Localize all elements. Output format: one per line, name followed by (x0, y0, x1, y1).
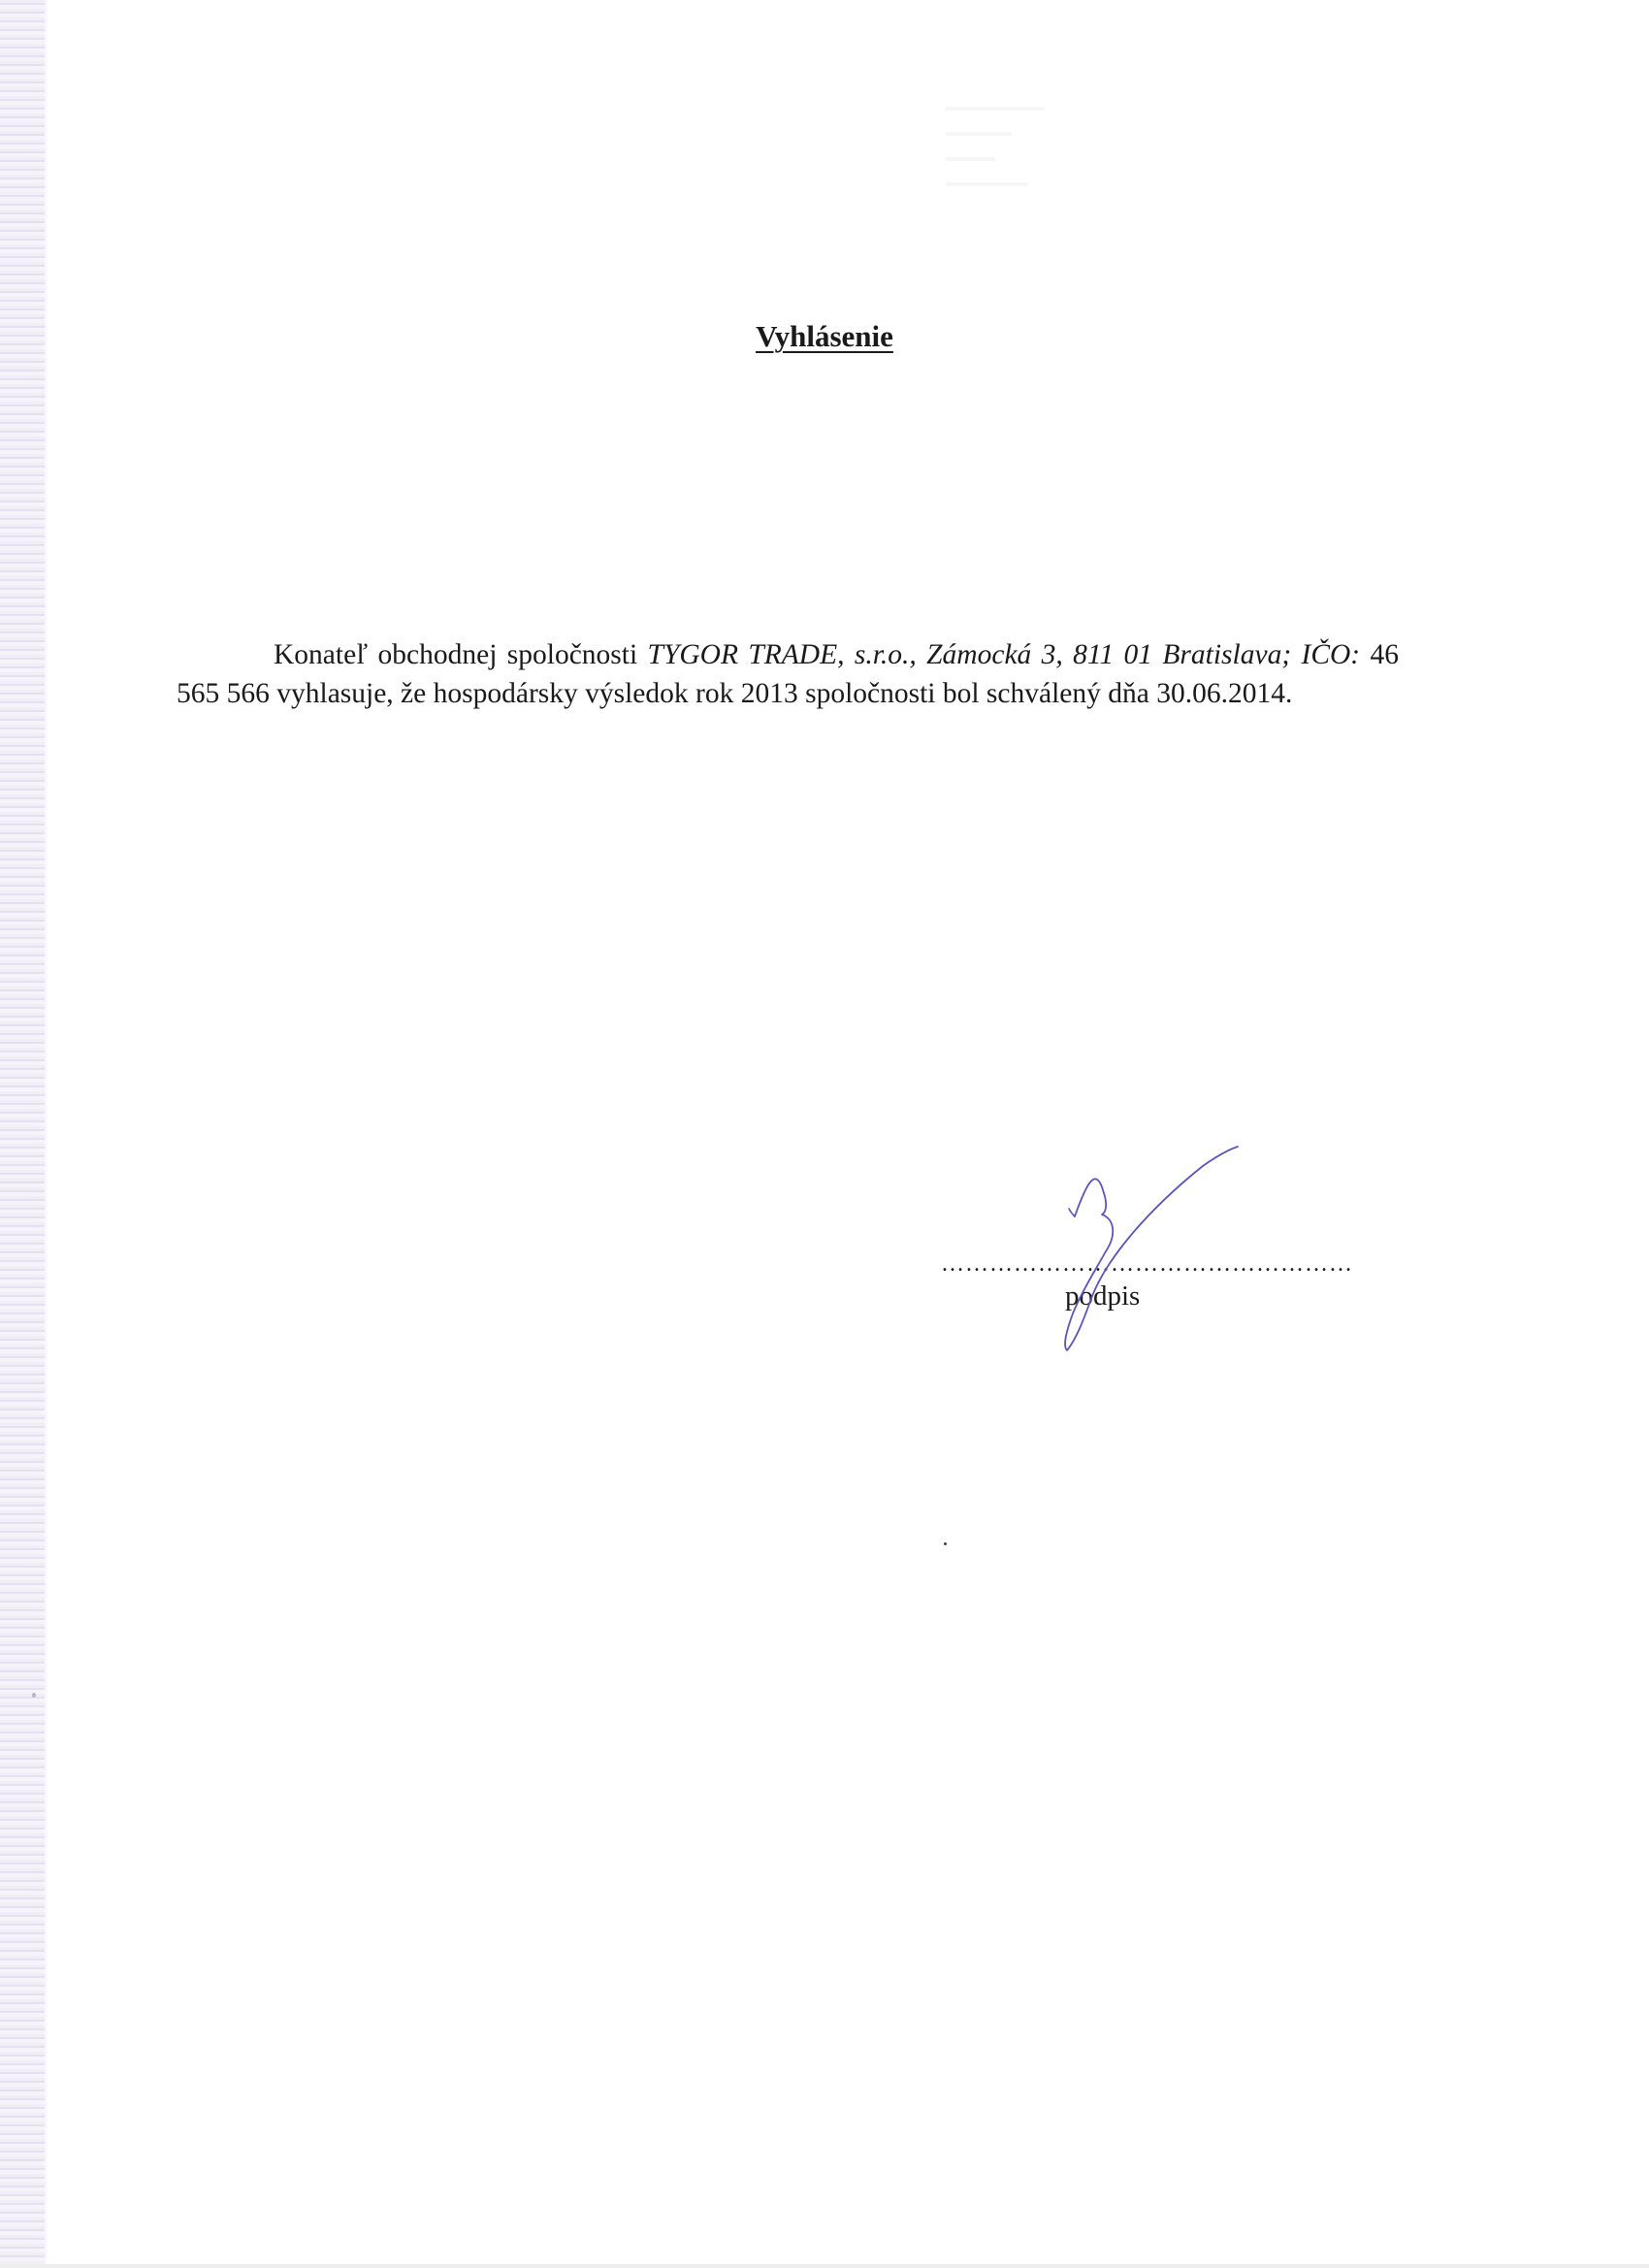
declaration-paragraph (177, 635, 1399, 713)
document-title (0, 319, 1649, 354)
signature-label: podpis (1065, 1280, 1141, 1312)
paragraph-lead: Konateľ obchodnej spoločnosti (274, 639, 648, 670)
signature-stroke-tail (1069, 1209, 1075, 1216)
signature-block (931, 1145, 1353, 1397)
paragraph-rest: 46 565 566 vyhlasuje, že hospodársky výsledok rok 2013 spoločnosti bol schválený dňa 30.06.2014. (177, 639, 1399, 709)
signature-dotted-line: …………………………………………… (941, 1251, 1353, 1277)
handwritten-signature (931, 1145, 1353, 1397)
company-details: TYGOR TRADE, s.r.o., Zámocká 3, 811 01 Bratislava; IČO: (647, 639, 1361, 670)
signature-stroke-main (1065, 1147, 1238, 1350)
scan-bottom-edge (0, 2264, 1649, 2268)
edge-speck (32, 1693, 36, 1698)
stray-dot (944, 1542, 947, 1545)
faint-show-through-mark (946, 107, 1111, 233)
document-title-text: Vyhlásenie (756, 318, 893, 353)
